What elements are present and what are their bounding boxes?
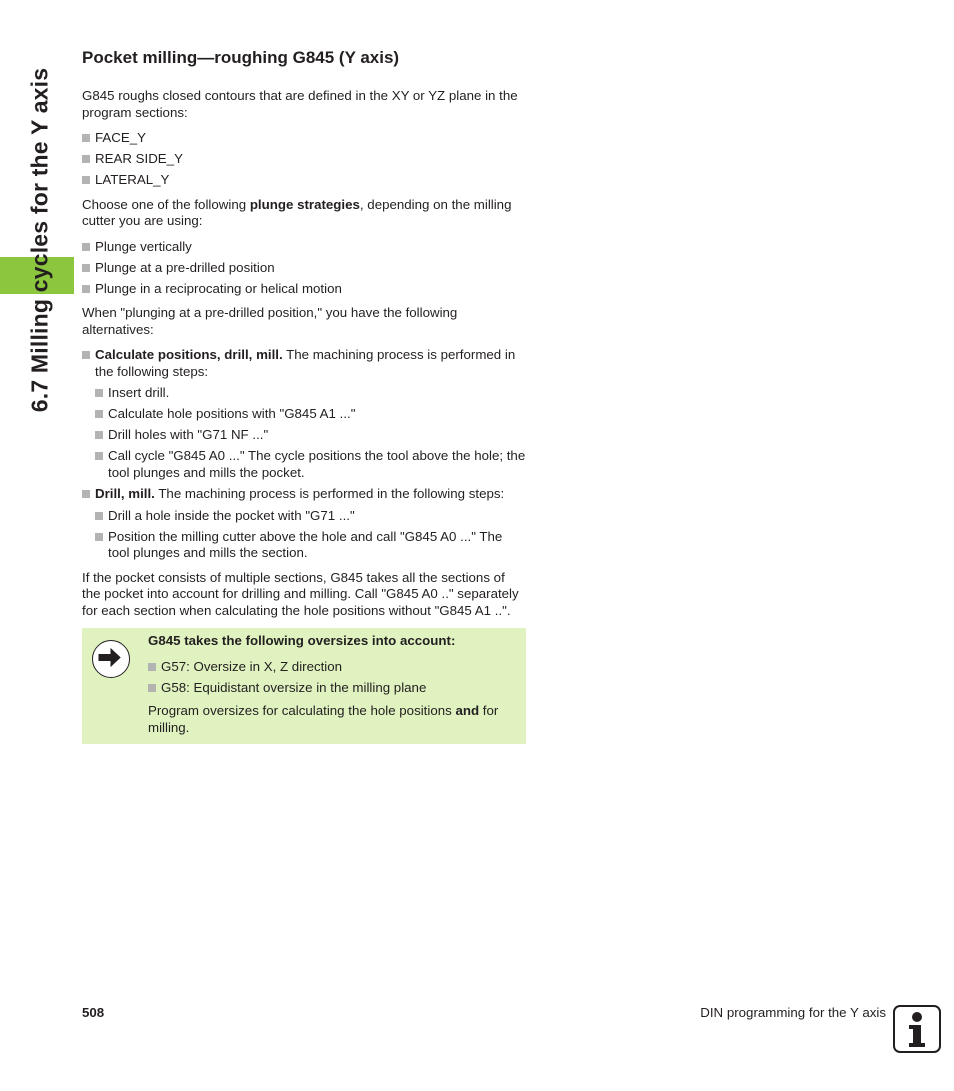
intro-text: G845 roughs closed contours that are defined in the XY or YZ plane in the program sections:	[82, 88, 518, 120]
steps-list	[95, 508, 526, 562]
list-item: Plunge in a reciprocating or helical motion	[82, 281, 526, 298]
bullet-square-icon	[95, 389, 103, 397]
plunge-list	[82, 239, 526, 298]
list-item: Calculate positions, drill, mill. The machining process is performed in the following steps: Insert drill. Calculate hole positions with "G845 A1 ..." Drill holes with "G71 NF ..." Call cycle "G845 A0 ..." The cycle positions the tool above the hole; the tool plunges and mills the pocket.	[82, 347, 526, 481]
bullet-square-icon	[82, 351, 90, 359]
bullet-square-icon	[82, 134, 90, 142]
list-item: Calculate hole positions with "G845 A1 ..."	[95, 406, 526, 423]
bullet-square-icon	[82, 155, 90, 163]
bullet-square-icon	[148, 663, 156, 671]
arrow-right-icon	[92, 640, 130, 678]
bullet-square-icon	[82, 490, 90, 498]
main-content	[82, 48, 526, 744]
note-title: G845 takes the following oversizes into account:	[148, 633, 456, 648]
list-item: LATERAL_Y	[82, 172, 526, 189]
list-item: Plunge at a pre-drilled position	[82, 260, 526, 277]
list-item: G57: Oversize in X, Z direction	[148, 659, 514, 676]
plunge-intro: Choose one of the following plunge strategies, depending on the milling cutter you are using:	[82, 196, 512, 228]
bullet-square-icon	[82, 243, 90, 251]
bullet-square-icon	[95, 431, 103, 439]
list-item: Drill, mill. The machining process is performed in the following steps: Drill a hole inside the pocket with "G71 ..." Position the milling cutter above the hole and call "G845 A0 ..." The tool plunges and mills the section.	[82, 486, 526, 562]
multi-section-text: If the pocket consists of multiple sections, G845 takes all the sections of the pocket into account for drilling and milling. Call "G845 A0 .." separately for each section when calculating the hole positions without "G845 A1 ..".	[82, 569, 519, 618]
list-item: Plunge vertically	[82, 239, 526, 256]
bullet-square-icon	[95, 452, 103, 460]
bullet-square-icon	[148, 684, 156, 692]
bullet-square-icon	[95, 533, 103, 541]
list-item: FACE_Y	[82, 130, 526, 147]
sections-list	[82, 130, 526, 189]
chapter-footer: DIN programming for the Y axis	[700, 1005, 886, 1020]
bullet-square-icon	[95, 410, 103, 418]
list-item: REAR SIDE_Y	[82, 151, 526, 168]
bullet-square-icon	[82, 285, 90, 293]
section-title: 6.7 Milling cycles for the Y axis	[26, 67, 53, 413]
bullet-square-icon	[95, 512, 103, 520]
list-item: Drill a hole inside the pocket with "G71 ..."	[95, 508, 526, 525]
note-box	[82, 628, 526, 744]
list-item: Call cycle "G845 A0 ..." The cycle positions the tool above the hole; the tool plunges and mills the pocket.	[95, 448, 526, 481]
oversize-list	[148, 659, 514, 697]
list-item: Drill holes with "G71 NF ..."	[95, 427, 526, 444]
list-item: Position the milling cutter above the hole and call "G845 A0 ..." The tool plunges and mills the section.	[95, 529, 526, 562]
bullet-square-icon	[82, 176, 90, 184]
list-item: Insert drill.	[95, 385, 526, 402]
alternatives-intro: When "plunging at a pre-drilled position," you have the following alternatives:	[82, 305, 458, 337]
info-icon	[893, 1005, 941, 1053]
bullet-square-icon	[82, 264, 90, 272]
steps-list	[95, 385, 526, 481]
note-text: Program oversizes for calculating the hole positions and for milling.	[148, 703, 499, 735]
alternatives-list	[82, 347, 526, 562]
page-number: 508	[82, 1005, 105, 1020]
list-item: G58: Equidistant oversize in the milling plane	[148, 680, 514, 697]
page-heading: Pocket milling—roughing G845 (Y axis)	[82, 48, 400, 67]
